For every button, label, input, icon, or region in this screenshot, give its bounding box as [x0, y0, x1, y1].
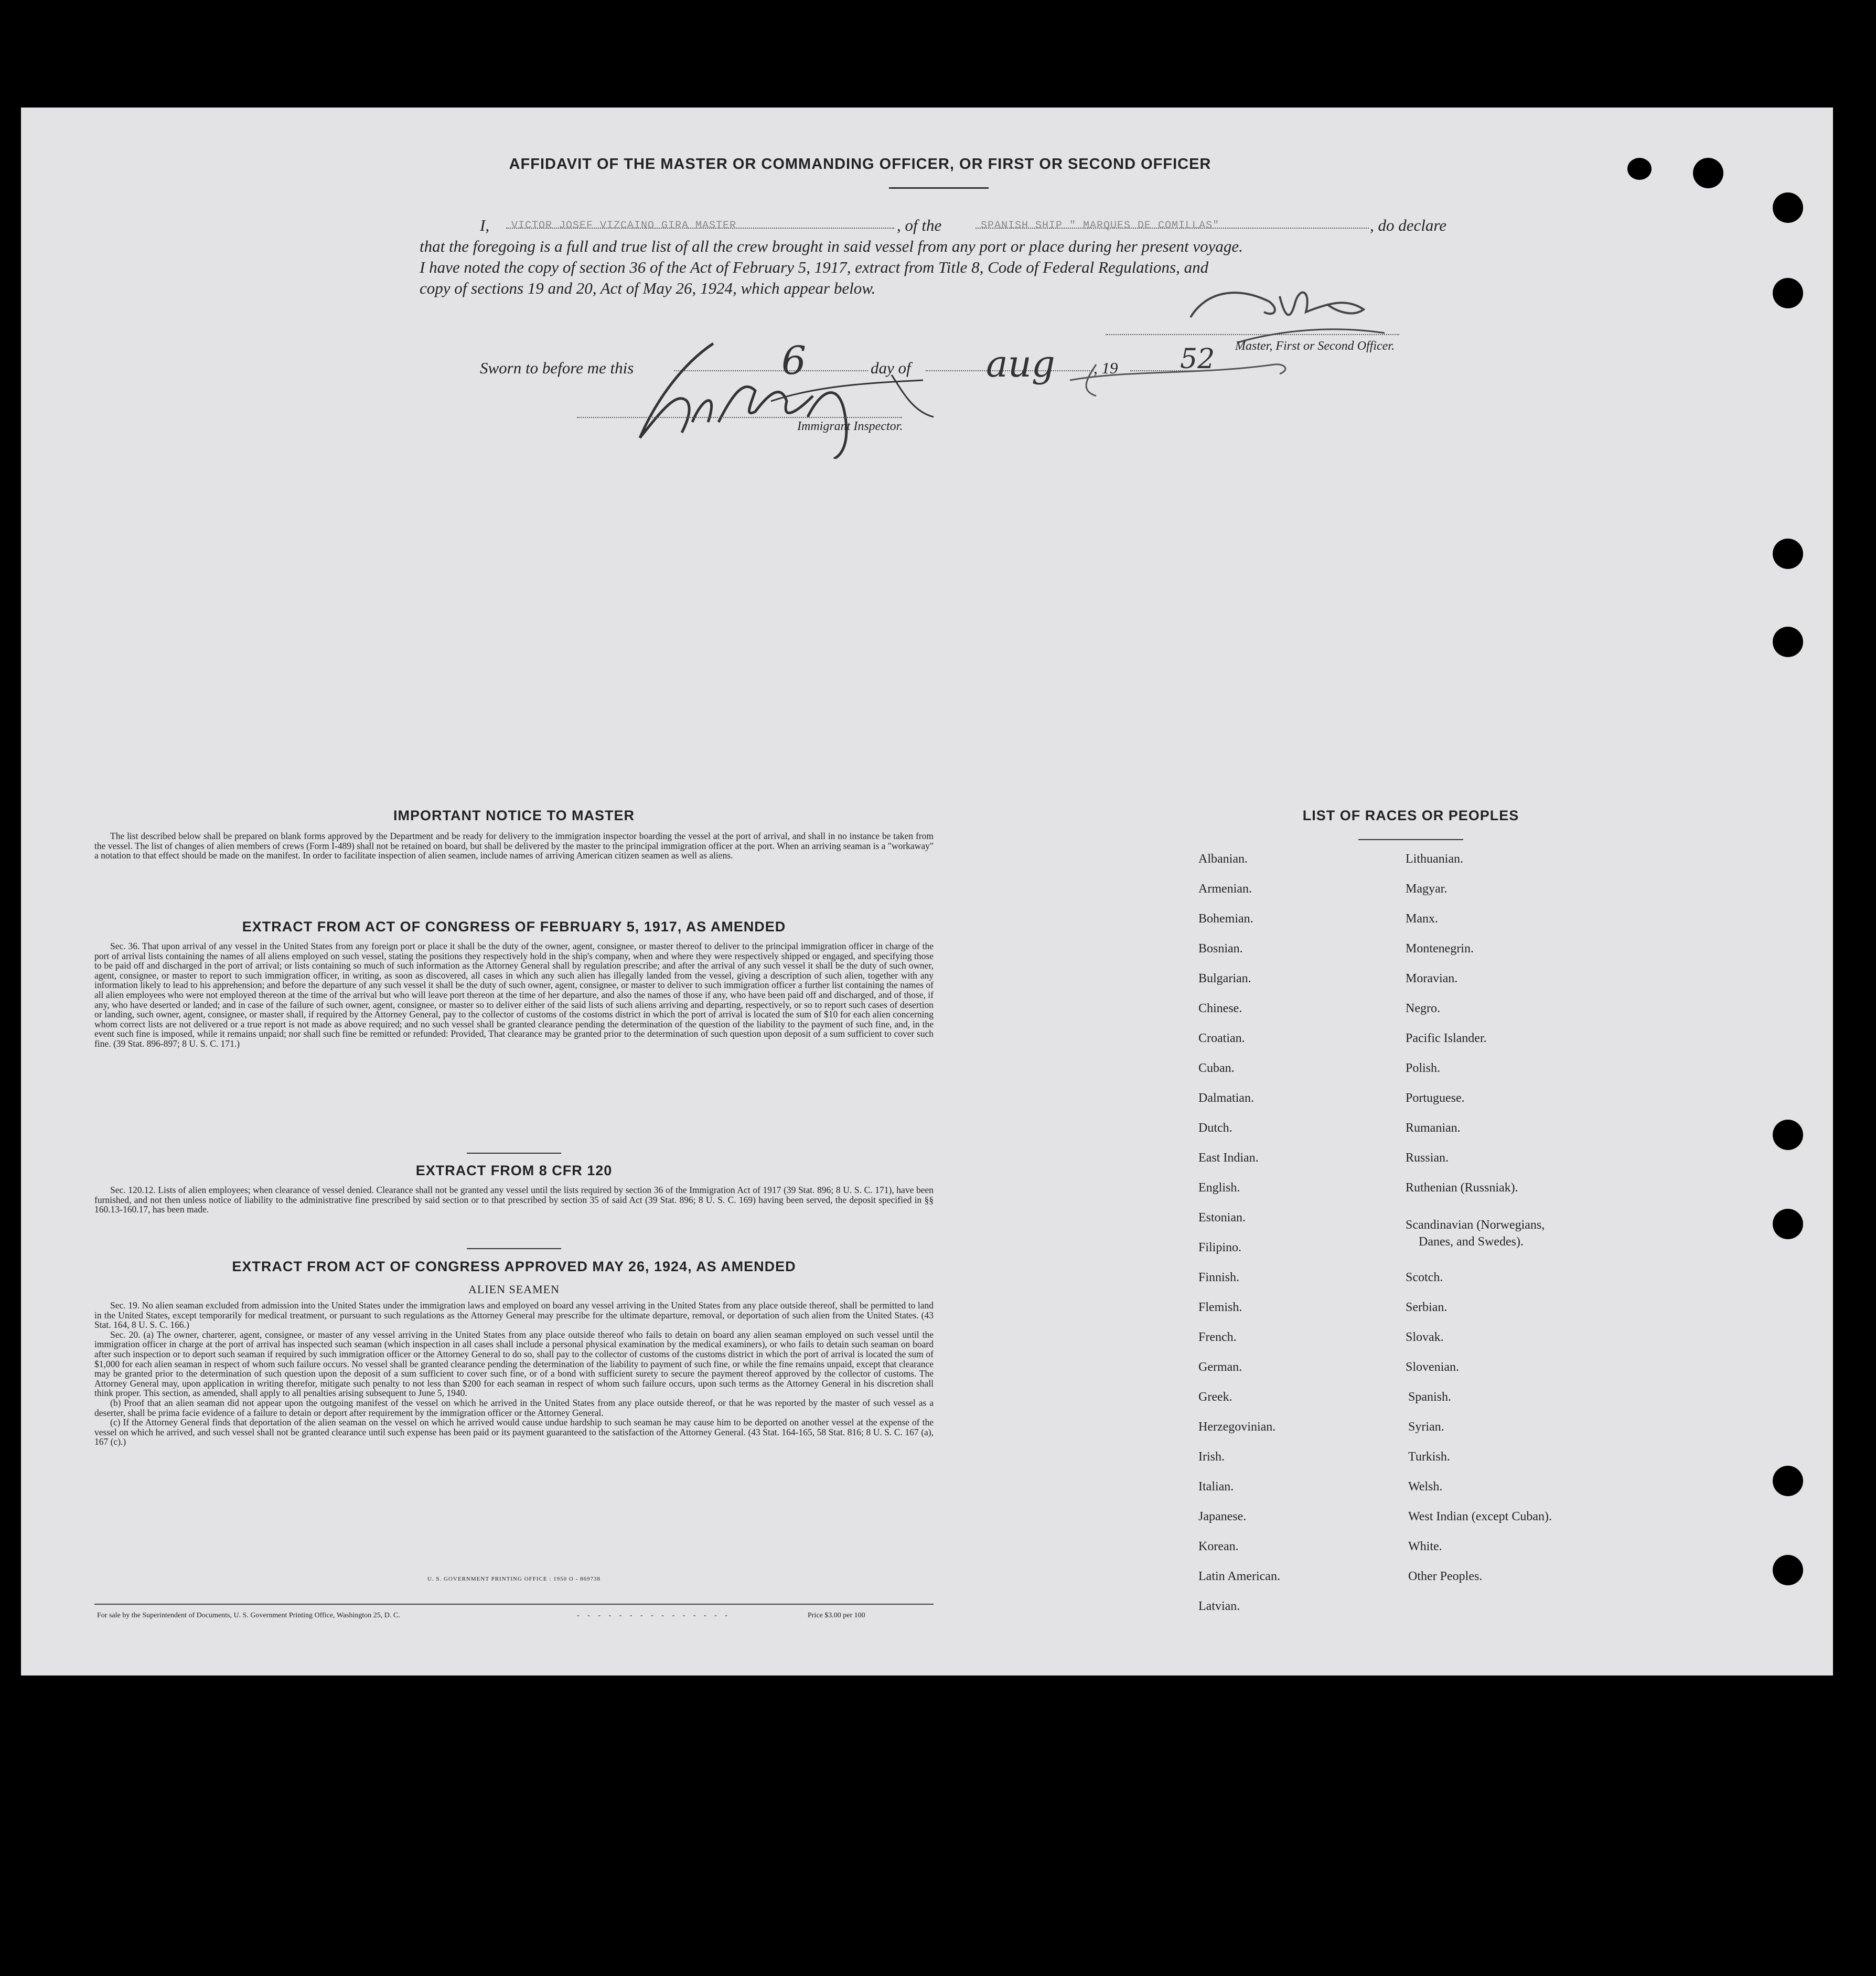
- footer-price: Price $3.00 per 100: [808, 1612, 865, 1619]
- race-right-item: Polish.: [1406, 1061, 1441, 1075]
- race-right-item: Turkish.: [1408, 1450, 1450, 1464]
- extract-1924-sec20c: (c) If the Attorney General finds that deportation of the alien seaman on the vessel on which he arrived would cause undue hardship to such seaman he may cause him to be deported on another vessel at the expense of the vessel on which he arrived, and such vessel shall not be granted clearance until such expense has been paid or its payment guaranteed to the satisfaction of the Attorney General. (43 Stat. 164-165, 58 Stat. 816; 8 U. S. C. 167 (a), 167 (c).): [94, 1417, 934, 1447]
- race-left-item: Dalmatian.: [1198, 1091, 1254, 1105]
- race-left-item: Bosnian.: [1198, 942, 1243, 955]
- race-left-item: Bohemian.: [1198, 912, 1253, 926]
- punch-hole: [1773, 192, 1803, 223]
- punch-hole: [1627, 158, 1652, 180]
- vessel-name-typed: SPANISH SHIP " MARQUES DE COMILLAS": [981, 220, 1220, 232]
- race-left-item: Irish.: [1198, 1450, 1225, 1464]
- race-left-item: Flemish.: [1198, 1301, 1242, 1314]
- affidavit-title: AFFIDAVIT OF THE MASTER OR COMMANDING OFFICER, OR FIRST OR SECOND OFFICER: [509, 156, 1212, 173]
- master-signature-label: Master, First or Second Officer.: [1235, 339, 1395, 353]
- declaration-prefix: I,: [480, 216, 490, 234]
- punch-hole: [1773, 1209, 1803, 1239]
- race-left-item: Finnish.: [1198, 1271, 1240, 1284]
- race-right-item: Rumanian.: [1406, 1121, 1461, 1135]
- race-right-item: Slovak.: [1406, 1330, 1444, 1344]
- section-rule: [467, 1153, 561, 1154]
- race-left-item: Herzegovinian.: [1198, 1420, 1276, 1434]
- title-rule: [889, 187, 989, 189]
- of-the-text: , of the: [897, 216, 942, 234]
- race-left-item: Italian.: [1198, 1480, 1234, 1494]
- race-right-item: Moravian.: [1406, 972, 1458, 985]
- race-left-item: French.: [1198, 1330, 1237, 1344]
- race-right-item: Spanish.: [1408, 1390, 1452, 1404]
- race-right-item: Portuguese.: [1406, 1091, 1465, 1105]
- race-right-item: Manx.: [1406, 912, 1438, 926]
- sworn-year-prefix: , 19: [1094, 359, 1118, 377]
- race-left-item: Latin American.: [1198, 1570, 1280, 1583]
- race-left-item: Greek.: [1198, 1390, 1232, 1404]
- race-left-item: Albanian.: [1198, 852, 1248, 866]
- handwritten-day: 6: [781, 338, 807, 383]
- race-left-item: German.: [1198, 1360, 1242, 1374]
- race-left-item: Japanese.: [1198, 1510, 1247, 1523]
- race-left-item: East Indian.: [1198, 1151, 1259, 1165]
- extract-1917-title: EXTRACT FROM ACT OF CONGRESS OF FEBRUARY 5, 1917, AS AMENDED: [242, 919, 786, 935]
- declaration-line-4: copy of sections 19 and 20, Act of May 26, 1924, which appear below.: [420, 279, 876, 297]
- race-right-item: Pacific Islander.: [1406, 1032, 1487, 1045]
- race-right-item: Serbian.: [1406, 1301, 1448, 1314]
- inspector-signature: [598, 333, 965, 459]
- declaration-line-2: that the foregoing is a full and true list of all the crew brought in said vessel from any port or place during her present voyage.: [420, 237, 1243, 255]
- sworn-day-label: day of: [871, 359, 911, 377]
- handwritten-month: aug: [986, 342, 1055, 385]
- race-left-item: Filipino.: [1198, 1241, 1242, 1254]
- notice-body: [94, 831, 934, 861]
- race-right-item: Scotch.: [1406, 1271, 1443, 1284]
- race-right-item: Ruthenian (Russniak).: [1406, 1181, 1518, 1195]
- footer-rule: [94, 1604, 934, 1605]
- extract-1924-sec19: Sec. 19. No alien seaman excluded from admission into the United States under the immigration laws and employed on board any vessel arriving in the United States from any place outside thereof, shall be permitted to land in the United States, except temporarily for medical treatment, or pursuant to such regulations as the Attorney General may prescribe for the ultimate departure, removal, or deportation of such alien from the United States. (43 Stat. 164, 8 U. S. C. 166.): [94, 1300, 934, 1330]
- master-name-typed: VICTOR JOSEF VIZCAINO GIRA MASTER: [511, 220, 737, 232]
- handwritten-year: 52: [1180, 343, 1215, 375]
- race-right-item: Lithuanian.: [1406, 852, 1463, 866]
- race-left-item: Korean.: [1198, 1540, 1239, 1553]
- race-left-item: Latvian.: [1198, 1599, 1240, 1613]
- punch-hole: [1773, 1555, 1803, 1585]
- footer-left: For sale by the Superintendent of Documents, U. S. Government Printing Office, Washington 25, D. C.: [97, 1612, 400, 1619]
- race-right-item: White.: [1408, 1540, 1442, 1553]
- race-right-item: Other Peoples.: [1408, 1570, 1483, 1583]
- race-right-item: Montenegrin.: [1406, 942, 1474, 955]
- race-right-item: Slovenian.: [1406, 1360, 1459, 1374]
- footer-dashes: - - - - - - - - - - - - - - -: [577, 1612, 731, 1619]
- master-signature-line: [1106, 334, 1399, 335]
- extract-1924-title: EXTRACT FROM ACT OF CONGRESS APPROVED MAY 26, 1924, AS AMENDED: [232, 1259, 796, 1274]
- punch-hole: [1773, 1120, 1803, 1150]
- declaration-line-3: I have noted the copy of section 36 of the Act of February 5, 1917, extract from Title 8, Code of Federal Regulations, and: [420, 258, 1209, 276]
- race-left-item: Cuban.: [1198, 1061, 1235, 1075]
- printing-office-note: U. S. GOVERNMENT PRINTING OFFICE : 1950 O - 869738: [427, 1576, 601, 1582]
- extract-cfr-body: [94, 1185, 934, 1215]
- extract-cfr-title: EXTRACT FROM 8 CFR 120: [415, 1163, 613, 1178]
- extract-cfr-text: Sec. 120.12. Lists of alien employees; when clearance of vessel denied. Clearance shall not be granted any vessel until the lists required by section 36 of the Immigration Act of 1917 (39 Stat. 896; 8 U. S. C. 171), have been furnished, and not then unless notice of liability to the administrative fine prescribed by said section or to that prescribed by section 35 of said Act (39 Stat. 896; 8 U. S. C. 169) having been served, the deposit specified in §§ 160.13-160.17, has been made.: [94, 1185, 934, 1215]
- race-left-item: Estonian.: [1198, 1211, 1246, 1225]
- race-right-item: Scandinavian (Norwegians,: [1406, 1218, 1545, 1232]
- punch-hole: [1773, 539, 1803, 569]
- section-rule: [467, 1248, 561, 1249]
- race-left-item: Dutch.: [1198, 1121, 1232, 1135]
- race-right-item: Syrian.: [1408, 1420, 1444, 1434]
- race-left-item: Croatian.: [1198, 1032, 1245, 1045]
- race-left-item: Armenian.: [1198, 882, 1252, 896]
- inspector-signature-line: [577, 417, 902, 418]
- extract-1917-body: [94, 941, 934, 1049]
- extract-1924-sec20b: (b) Proof that an alien seaman did not appear upon the outgoing manifest of the vessel on which he arrived in the United States from any place outside thereof, or that he was reported by the master of such vessel as a deserter, shall be prima facie evidence of a failure to detain or deport after requirement by the immigration officer or the Attorney General.: [94, 1397, 934, 1418]
- date-flourish: [1065, 359, 1337, 401]
- race-right-item: Welsh.: [1408, 1480, 1443, 1494]
- race-right-item: Negro.: [1406, 1002, 1440, 1015]
- race-right-item: West Indian (except Cuban).: [1408, 1510, 1552, 1523]
- race-right-item: Russian.: [1406, 1151, 1449, 1165]
- document-page: [21, 108, 1833, 1676]
- master-signature: [1175, 281, 1395, 349]
- races-title: LIST OF RACES OR PEOPLES: [1302, 808, 1519, 823]
- punch-hole: [1773, 627, 1803, 657]
- notice-text: The list described below shall be prepared on blank forms approved by the Department and be ready for delivery to the immigration inspector boarding the vessel at the port of arrival, and shall in no instance be taken from the vessel. The list of changes of alien members of crews (Form I-489) shall not be retained on board, but shall be delivered by the master to the principal immigration officer at the port. When an arriving seaman is a "workaway" a notation to that effect should be made on the manifest. In order to facilitate inspection of alien seamen, include names of arriving American citizen seamen as well as aliens.: [94, 831, 934, 861]
- do-declare-text: , do declare: [1370, 216, 1447, 234]
- race-left-item: English.: [1198, 1181, 1240, 1195]
- inspector-label: Immigrant Inspector.: [797, 420, 903, 433]
- sworn-prefix: Sworn to before me this: [480, 359, 634, 377]
- race-right-item: Magyar.: [1406, 882, 1448, 896]
- race-left-item: Chinese.: [1198, 1002, 1242, 1015]
- race-left-item: Bulgarian.: [1198, 972, 1251, 985]
- extract-1924-sec20a: Sec. 20. (a) The owner, charterer, agent, consignee, or master of any vessel arriving in the United States from any place outside thereof who fails to detain on board any alien seaman employed on such vessel until the immigration officer in charge at the port of arrival has inspected such seaman (which inspection in all cases shall include a personal physical examination by the medical examiners), or who fails to detain such seaman on board after such inspection or to deport such seaman if required by such immigration officer or the Attorney General to do so, shall pay to the collector of customs of the customs district in which the port of arrival is located the sum of $1,000 for each alien seaman in respect of whom such failure occurs. No vessel shall be granted clearance pending the determination of the liability to payment of such fine, or while the fine remains unpaid, except that clearance may be granted prior to the determination of such question upon the deposit of a sum sufficient to cover such fine, or of a bond with sufficient surety to secure the payment thereof approved by the collector of customs. The Attorney General may, upon application in writing therefor, mitigate such penalty to not less than $200 for each seaman in respect of whom such failure occurs, upon such terms as the Attorney General in his discretion shall think proper. This section, as amended, shall apply to all penalties arising subsequent to June 5, 1940.: [94, 1329, 934, 1399]
- punch-hole: [1693, 158, 1723, 188]
- races-title-rule: [1358, 839, 1463, 840]
- punch-hole: [1773, 1466, 1803, 1496]
- extract-1924-subtitle: ALIEN SEAMEN: [468, 1283, 560, 1296]
- extract-1924-body: [94, 1301, 934, 1447]
- extract-1917-text: Sec. 36. That upon arrival of any vessel in the United States from any foreign port or place it shall be the duty of the owner, agent, consignee, or master thereof to deliver to the principal immigration officer in charge of the port of arrival lists containing the names of all aliens employed on such vessel, stating the positions they respectively hold in the ship's company, when and where they were respectively shipped or engaged, and specifying those to be paid off and discharged in the port of arrival; or lists containing so much of such information as the Attorney General shall by regulation prescribe; and after the arrival of any such vessel it shall be the duty of such owner, agent, consignee, or master to report to such immigration officer, in writing, as soon as discovered, all cases in which any such alien has illegally landed from the vessel, giving a description of such alien, together with any information likely to lead to his apprehension; and before the departure of any such vessel it shall be the duty of such owner, agent, consignee, or master to deliver to such immigration officer a further list containing the names of all alien employees who were not employed thereon at the time of the arrival but who will leave port thereon at the time of her departure, and also the names of those if any, who have been paid off and discharged, and of those, if any, who have deserted or landed; and in case of the failure of such owner, agent, consignee, or master so to deliver either of the said lists of such aliens arriving and departing, respectively, or so to report such cases of desertion or landing, such owner, agent, consignee, or master shall, if required by the Attorney General, pay to the collector of customs of the costoms district in which the port of arrival is located the sum of $10 for each alien concerning whom correct lists are not delivered or a true report is not made as above required; and no such vessel shall be granted clearance pending the determination of the question of the liability to the payment of such fine, and, in the event such fine is imposed, while it remains unpaid; nor shall such fine be remitted or refunded: Provided, That clearance may be granted prior to the determination of such question upon deposit of a sum sufficient to cover such fine. (39 Stat. 896-897; 8 U. S. C. 171.): [94, 941, 934, 1049]
- race-right-item: Danes, and Swedes).: [1419, 1235, 1524, 1249]
- notice-title: IMPORTANT NOTICE TO MASTER: [393, 808, 635, 823]
- punch-hole: [1773, 278, 1803, 308]
